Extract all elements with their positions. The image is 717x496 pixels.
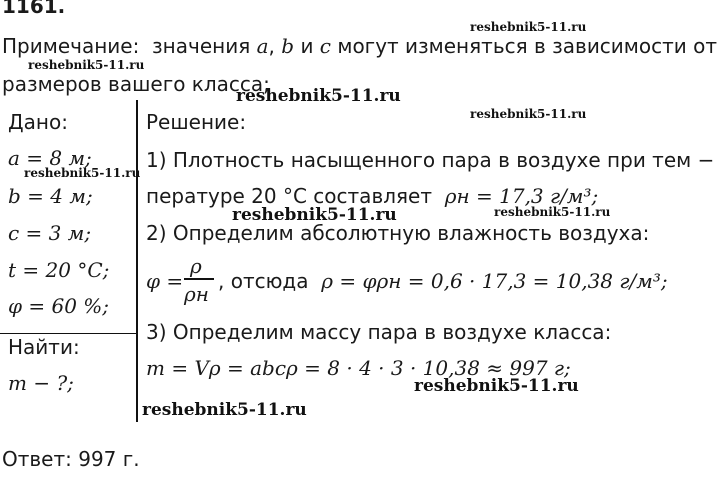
formula3: m = Vρ = abcρ = 8 · 4 · 3 · 10,38 ≈ 997 г;	[146, 356, 571, 380]
fraction-numerator: ρ	[190, 254, 202, 278]
step2-line: 2) Определим абсолютную влажность воздуха:	[146, 221, 650, 245]
watermark: reshebnik5-11.ru	[470, 20, 587, 34]
step1-density: ρн = 17,3 г/м³;	[444, 184, 599, 208]
note-line-1	[2, 34, 717, 58]
watermark: reshebnik5-11.ru	[232, 205, 397, 225]
watermark: reshebnik5-11.ru	[28, 58, 145, 72]
find-item: m − ?;	[8, 371, 74, 395]
step3-line: 3) Определим массу пара в воздухе класса:	[146, 320, 612, 344]
watermark: reshebnik5-11.ru	[24, 166, 141, 180]
note-var-c: c	[319, 34, 331, 58]
note-text-2: могут изменяться в зависимости от	[337, 34, 717, 58]
note-label: Примечание:	[2, 34, 140, 58]
watermark: reshebnik5-11.ru	[142, 400, 307, 420]
note-and: и	[300, 34, 314, 58]
watermark: reshebnik5-11.ru	[236, 86, 401, 106]
fraction-bar	[184, 278, 214, 280]
note-var-a: a	[256, 34, 269, 58]
table-divider-vertical	[136, 100, 138, 422]
formula2-lhs: φ =	[146, 269, 184, 293]
answer: Ответ: 997 г.	[2, 447, 140, 471]
table-divider-horizontal	[0, 333, 136, 334]
find-heading: Найти:	[8, 335, 80, 359]
note-line-2: размеров вашего класса;	[2, 72, 270, 96]
note-comma: ,	[268, 34, 275, 58]
formula2-equation: ρ = φρн = 0,6 · 17,3 = 10,38 г/м³;	[321, 269, 668, 293]
fraction-denominator: ρн	[184, 282, 209, 306]
watermark: reshebnik5-11.ru	[414, 376, 579, 396]
watermark: reshebnik5-11.ru	[494, 205, 611, 219]
solution-heading: Решение:	[146, 110, 247, 134]
given-item-phi: φ = 60 %;	[8, 294, 110, 318]
given-item-t: t = 20 °C;	[8, 258, 110, 282]
step1-line1: 1) Плотность насыщенного пара в воздухе при тем −	[146, 148, 715, 172]
formula2-rest	[218, 269, 668, 293]
note-text-1: значения	[152, 34, 251, 58]
given-heading: Дано:	[8, 110, 68, 134]
problem-number: 1161.	[2, 0, 66, 18]
watermark: reshebnik5-11.ru	[470, 107, 587, 121]
formula2-fraction	[184, 254, 214, 306]
formula2-otsyuda: , отсюда	[218, 269, 309, 293]
given-item-a: a = 8 м;	[8, 146, 92, 170]
note-var-b: b	[281, 34, 295, 58]
given-item-b: b = 4 м;	[8, 184, 93, 208]
given-item-c: c = 3 м;	[8, 221, 92, 245]
step1-text: пературе 20 °C составляет	[146, 184, 432, 208]
